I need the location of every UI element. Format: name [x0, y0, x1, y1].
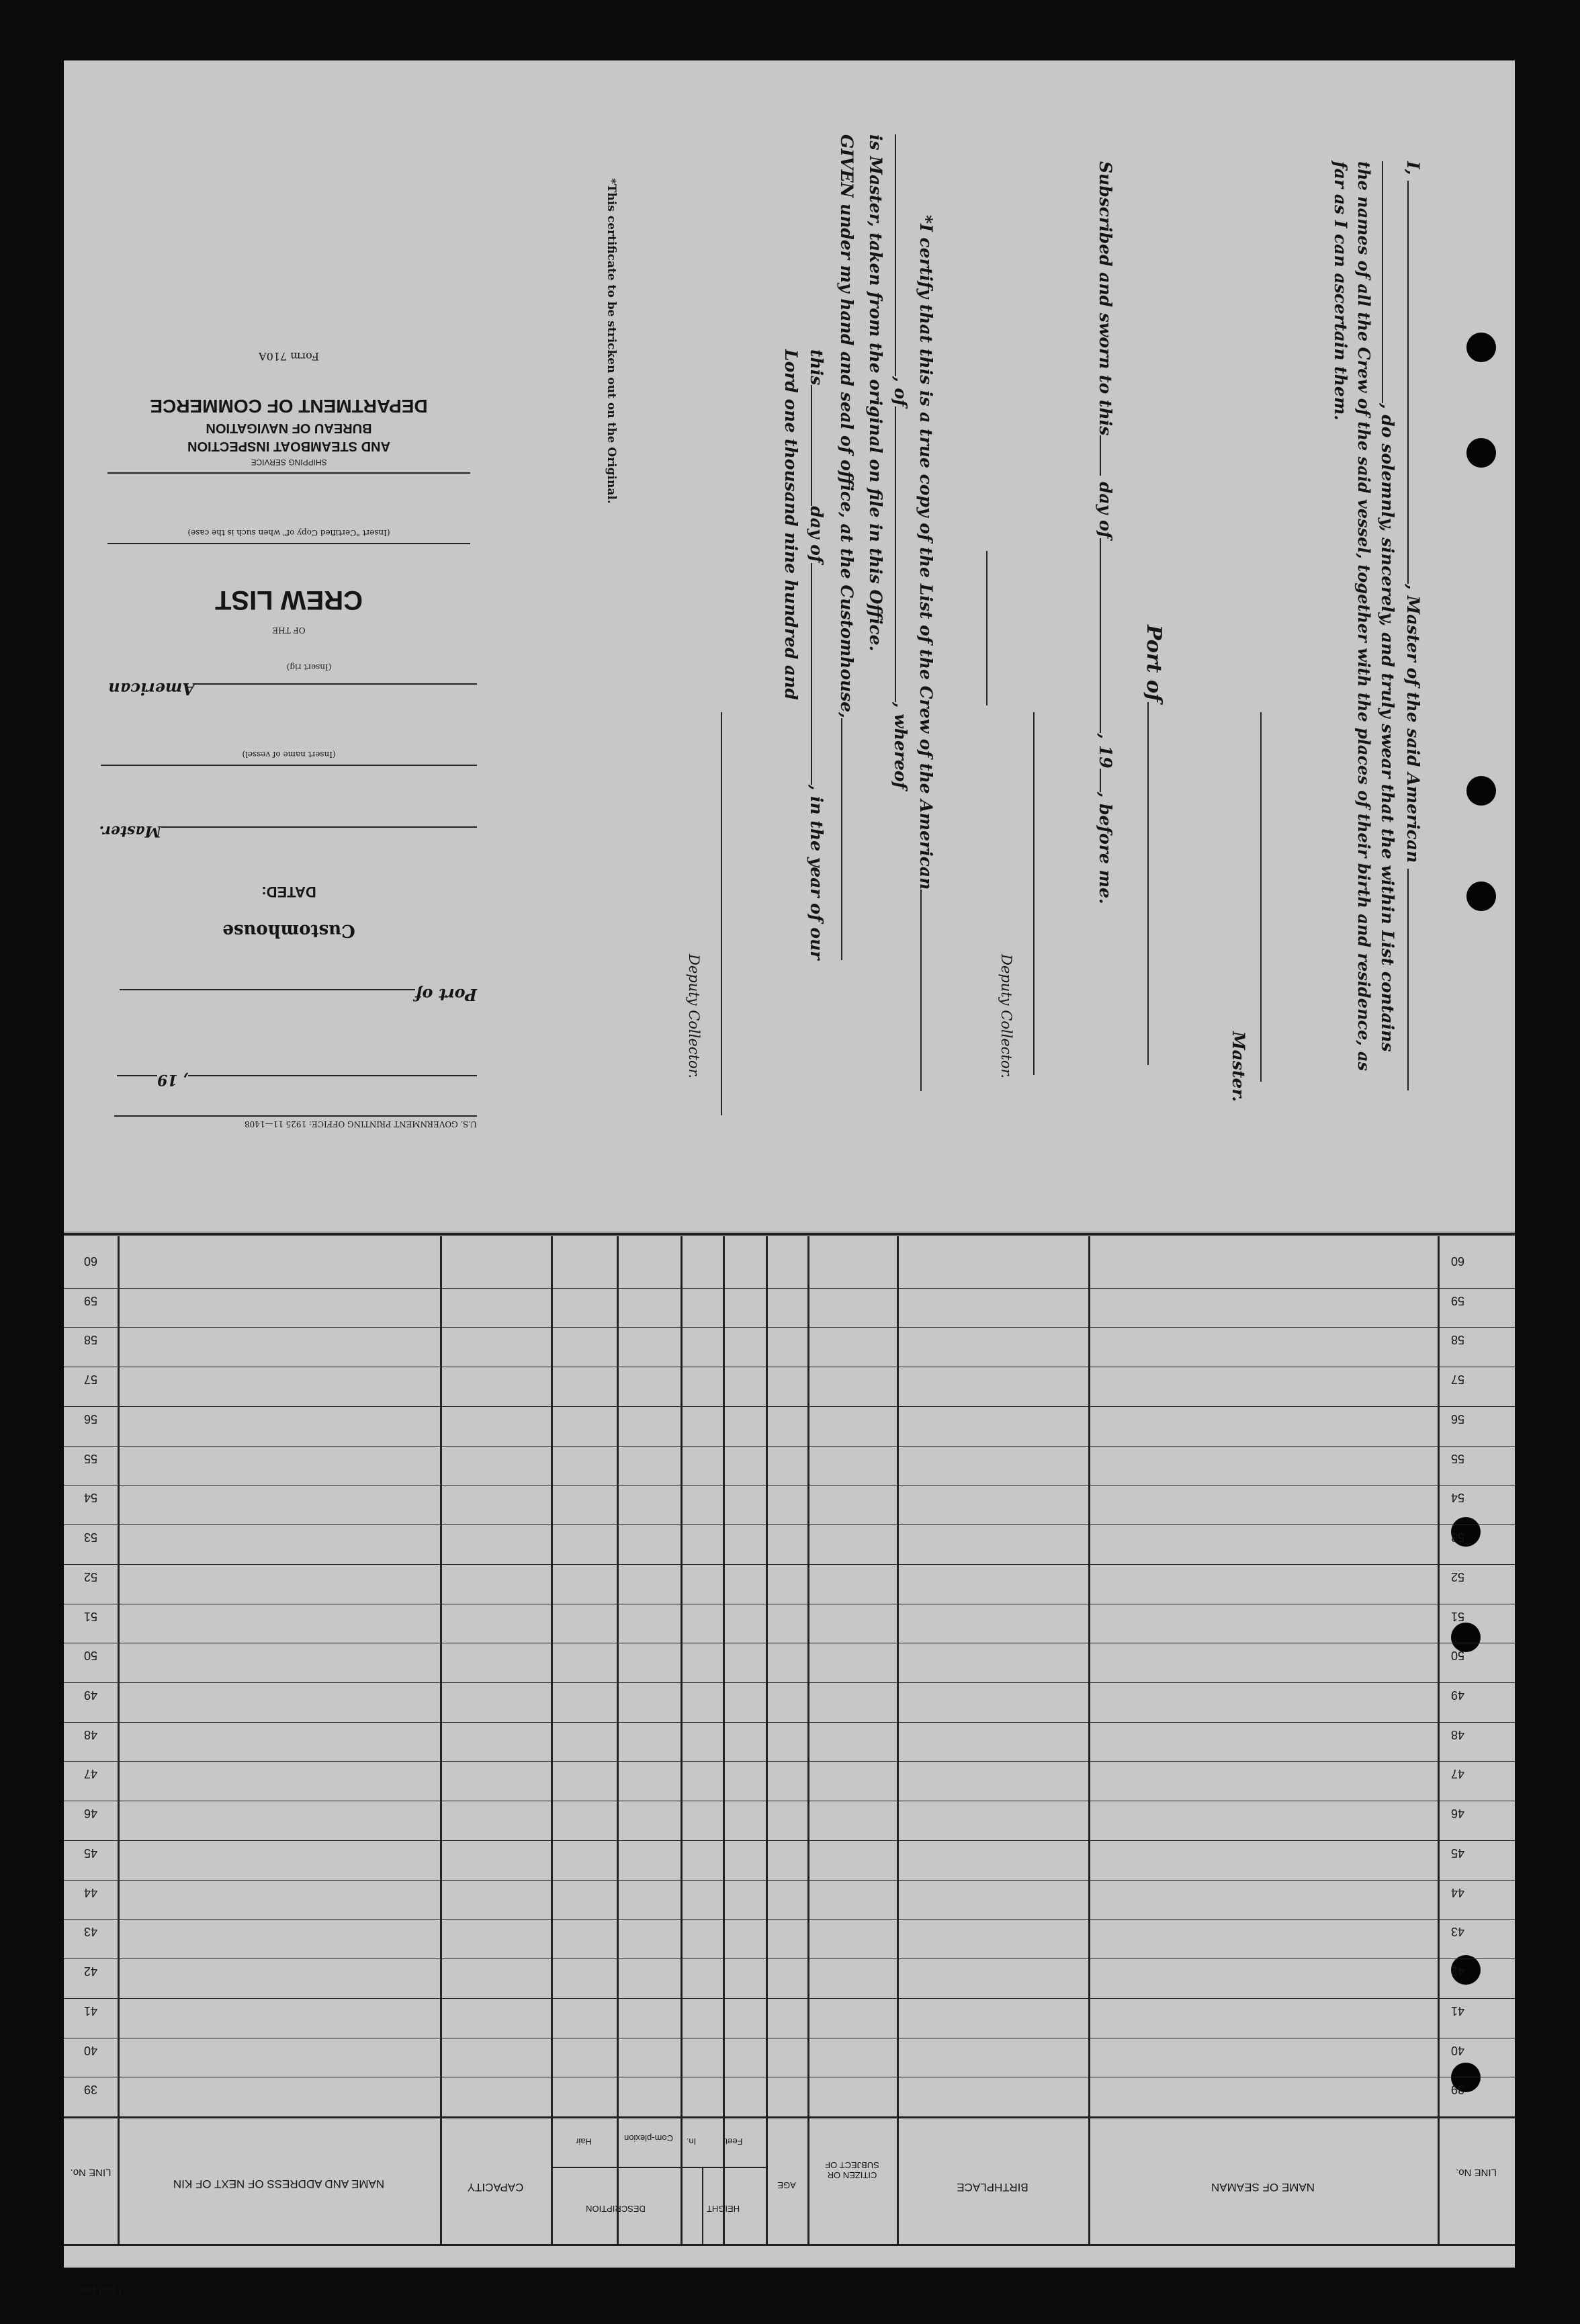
line-number: 41: [1450, 2004, 1465, 2018]
column-rule: [723, 1236, 725, 2244]
service-label: SHIPPING SERVICE: [251, 458, 327, 467]
line-number: 53: [1450, 1531, 1465, 1545]
footnote: *This certificate to be stricken out on the Original.: [605, 178, 618, 504]
customhouse-label: Customhouse: [222, 920, 355, 941]
line-number: 50: [1450, 1649, 1465, 1663]
line-number: 40: [1450, 2043, 1465, 2057]
line-number-right: 56: [83, 1412, 98, 1426]
line-number-right: 47: [83, 1767, 98, 1781]
deputy-collector-1: Deputy Collector.: [998, 954, 1014, 1079]
dated-label: DATED:: [261, 884, 316, 900]
table-bottom-rule: [64, 2244, 1515, 2246]
row-rule: [64, 1840, 1515, 1841]
line-number: 54: [1450, 1491, 1465, 1505]
line-number: 44: [1450, 1885, 1465, 1899]
line-number-right: 59: [83, 1293, 98, 1307]
column-rule: [617, 1236, 619, 2244]
line-number-right: 51: [83, 1609, 98, 1623]
header-capacity: CAPACITY: [467, 2181, 524, 2194]
header-line-no-right: LINE No.: [70, 2167, 112, 2178]
crew-list-title: CREW LIST: [215, 585, 363, 615]
header-next-of-kin: NAME AND ADDRESS OF NEXT OF KIN: [173, 2178, 385, 2190]
header-hair: Hair: [576, 2137, 592, 2147]
header-description: DESCRIPTION: [586, 2204, 646, 2214]
row-rule: [64, 1761, 1515, 1762]
cover-port-of: Port of: [120, 985, 477, 1004]
line-number-right: 54: [83, 1491, 98, 1505]
line-number-right: 60: [83, 1254, 98, 1268]
given-year-line: Lord one thousand nine hundred and: [781, 349, 801, 700]
line-number: 46: [1450, 1807, 1465, 1821]
insert-vessel-label: (Insert name of vessel): [242, 750, 336, 759]
line-number: 47: [1450, 1767, 1465, 1781]
column-rule: [440, 1236, 442, 2244]
given-line: GIVEN under my hand and seal of office, at the Customhouse,: [837, 134, 857, 1102]
given-day-line: thisday of, in the year of our: [807, 349, 826, 960]
line-number-right: 39: [83, 2083, 98, 2097]
row-rule: [64, 1485, 1515, 1486]
line-number: 43: [1450, 1925, 1465, 1939]
description-subrule: [551, 2167, 681, 2168]
header-name-of-seaman: NAME OF SEAMAN: [1211, 2181, 1315, 2194]
sworn-line: Subscribed and sworn to this day of, 19, before me.: [1096, 161, 1115, 904]
year-line: , 19: [117, 1071, 477, 1088]
column-rule: [681, 1236, 683, 2244]
cert-line-2: , do solemnly, sincerely, and truly swear that the within List contains: [1378, 161, 1397, 1142]
line-number: 57: [1450, 1373, 1465, 1387]
certify-line: *I certify that this is a true copy of the List of the Crew of the American: [916, 215, 936, 1156]
cert-line-3: the names of all the Crew of the said vessel, together with the places of their birth and residence, as: [1354, 161, 1374, 1072]
column-rule: [807, 1236, 809, 2244]
line-number: 55: [1450, 1451, 1465, 1465]
cover-master-line: Master.: [99, 822, 477, 840]
line-number: 48: [1450, 1727, 1465, 1741]
line-number-right: 44: [83, 1885, 98, 1899]
header-feet: Feet: [725, 2137, 743, 2147]
line-number: 49: [1450, 1688, 1465, 1702]
line-number: 59: [1450, 1293, 1465, 1307]
row-rule: [64, 1406, 1515, 1407]
line-number: 39: [1450, 2083, 1465, 2097]
line-number-right: 58: [83, 1333, 98, 1347]
insert-certified-label: (Insert "Certified Copy of" when such is the case): [187, 528, 390, 537]
header-line-no: LINE No.: [1456, 2167, 1497, 2178]
header-age: AGE: [777, 2180, 796, 2190]
row-rule: [64, 1327, 1515, 1328]
column-rule: [1438, 1236, 1440, 2244]
cert-port-of: Port of: [1142, 625, 1166, 1065]
column-rule: [118, 1236, 120, 2244]
row-rule: [64, 1682, 1515, 1683]
column-rule: [551, 1236, 553, 2244]
header-citizen: CITIZEN OR SUBJECT OF: [825, 2160, 879, 2180]
line-number-right: 46: [83, 1807, 98, 1821]
column-rule: [897, 1236, 899, 2244]
bureau-label: BUREAU OF NAVIGATION: [206, 421, 372, 435]
line-number: 42: [1450, 1965, 1465, 1979]
row-rule: [64, 1524, 1515, 1525]
header-complexion: Com-plexion: [624, 2133, 673, 2143]
line-number: 52: [1450, 1569, 1465, 1584]
line-number-right: 57: [83, 1373, 98, 1387]
row-rule: [64, 1564, 1515, 1565]
line-number-right: 45: [83, 1846, 98, 1860]
line-number-right: 43: [83, 1925, 98, 1939]
line-number: 45: [1450, 1846, 1465, 1860]
row-rule: [64, 1722, 1515, 1723]
line-number-right: 50: [83, 1649, 98, 1663]
line-number-right: 52: [83, 1569, 98, 1584]
line-number-right: 40: [83, 2043, 98, 2057]
department-label: DEPARTMENT OF COMMERCE: [150, 396, 428, 417]
form-number: Form 710A: [259, 350, 319, 363]
row-rule: [64, 2116, 1515, 2117]
column-rule: [1088, 1236, 1090, 2244]
line-number-right: 48: [83, 1727, 98, 1741]
certify-of-line: , of, whereof: [891, 134, 910, 1075]
line-number-right: 49: [83, 1688, 98, 1702]
line-number-right: 53: [83, 1531, 98, 1545]
header-height: HEIGHT: [706, 2204, 740, 2214]
row-rule: [64, 1880, 1515, 1881]
printing-notice: U.S. GOVERNMENT PRINTING OFFICE: 1925 11—1408: [114, 1115, 477, 1129]
insert-rig-label: (Insert rig): [286, 662, 332, 672]
line-number: 56: [1450, 1412, 1465, 1426]
column-rule: [766, 1236, 768, 2244]
of-the-label: OF THE: [272, 626, 306, 635]
master-signature-label: Master.: [1229, 1031, 1248, 1102]
line-number-right: 42: [83, 1965, 98, 1979]
row-rule: [64, 1998, 1515, 1999]
header-inches: In.: [686, 2137, 697, 2147]
american-rig-line: American: [108, 679, 477, 699]
deputy-collector-2: Deputy Collector.: [686, 954, 702, 1079]
line-number-right: 55: [83, 1451, 98, 1465]
certify-master-line: is Master, taken from the original on file in this Office.: [866, 134, 885, 652]
footer-code: 11—1408: [81, 2284, 123, 2294]
cert-line-1: I, , Master of the said American: [1403, 161, 1423, 1142]
row-rule: [64, 1288, 1515, 1289]
height-subrule: [681, 2167, 766, 2168]
line-number: 60: [1450, 1254, 1465, 1268]
cert-line-4: far as I can ascertain them.: [1331, 161, 1350, 421]
row-rule: [64, 1446, 1515, 1447]
header-birthplace: BIRTHPLACE: [957, 2181, 1028, 2194]
table-top-rule: [64, 1233, 1515, 1236]
row-rule: [64, 1919, 1515, 1920]
line-number: 51: [1450, 1609, 1465, 1623]
bureau2-label: AND STEAMBOAT INSPECTION: [187, 439, 390, 454]
line-number: 58: [1450, 1333, 1465, 1347]
line-number-right: 41: [83, 2004, 98, 2018]
